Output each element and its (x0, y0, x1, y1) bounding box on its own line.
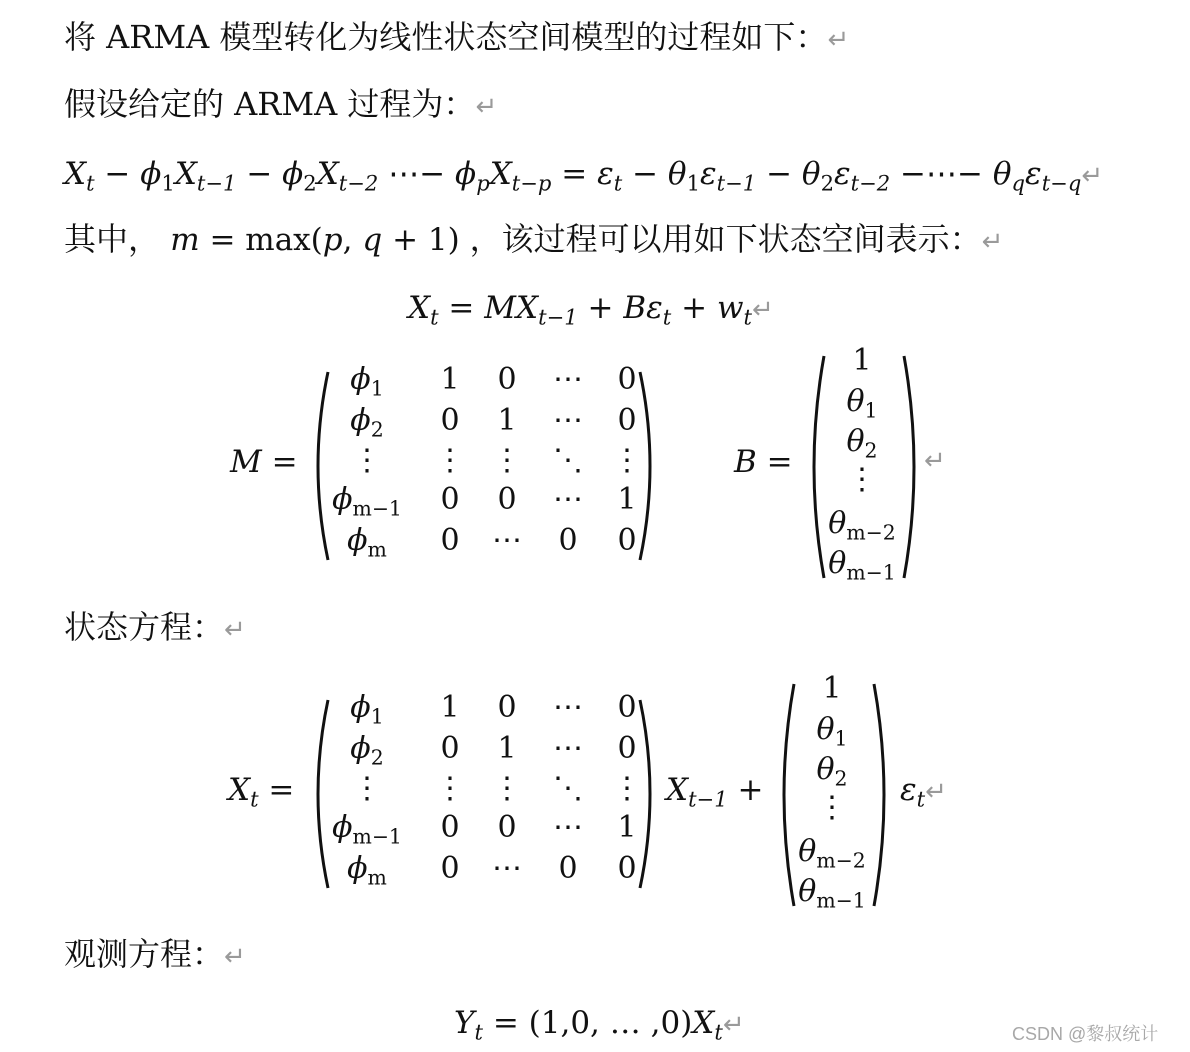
vector-cell: 1 (822, 671, 842, 706)
matrix-cell: ⋯ (553, 690, 583, 725)
state-eq-rhs: $\varepsilon_t↵$ (900, 772, 947, 812)
matrix-cell: 0 (440, 482, 460, 517)
heading-observation-equation (64, 934, 246, 977)
vector-cell: $\theta_{m-2}$ (798, 834, 866, 873)
state-eq-lhs: $X_t$ = (228, 772, 295, 812)
matrix-cell: 0 (617, 851, 637, 886)
matrix-cell: $\phi_m$ (347, 523, 387, 562)
vector-cell: ⋮ (817, 790, 847, 825)
matrix-cell: ⋱ (553, 771, 583, 806)
where-prefix: 其中， (64, 220, 161, 258)
return-mark: ↵ (475, 92, 498, 122)
return-mark: ↵ (981, 227, 1004, 257)
vector-cell: $\theta_{m-2}$ (828, 506, 896, 545)
obs-heading-text: 观测方程： (64, 935, 225, 973)
matrix-cell: $\phi_2$ (350, 403, 384, 442)
matrix-cell: $\phi_2$ (350, 731, 384, 770)
matrix-cell: 0 (617, 362, 637, 397)
equation-state-space: $X_t = MX_{t-1} + B\varepsilon_t$ + $w_t↵$ (408, 290, 774, 330)
matrix-cell: 0 (558, 523, 578, 558)
matrix-cell: $\phi_{m-1}$ (332, 482, 402, 521)
return-mark: ↵ (224, 942, 246, 972)
matrix-cell: 0 (440, 403, 460, 438)
matrix-cell: 0 (497, 362, 517, 397)
vector-cell: $\theta_{m-1}$ (798, 874, 866, 913)
matrix-cell: 0 (617, 731, 637, 766)
return-mark: ↵ (924, 446, 946, 476)
paragraph-where (64, 219, 1003, 262)
matrix-cell: 1 (440, 362, 460, 397)
matrix-cell: 1 (497, 731, 517, 766)
where-suffix: ，该过程可以用如下状态空间表示： (469, 220, 982, 258)
return-mark: ↵ (925, 777, 947, 807)
return-mark: ↵ (722, 1010, 745, 1040)
matrix-cell: 1 (440, 690, 460, 725)
matrix-cell: 0 (497, 810, 517, 845)
state-heading-text: 状态方程： (64, 608, 225, 646)
vector-cell: $\theta_1$ (846, 384, 878, 423)
matrix-cell: 1 (617, 810, 637, 845)
vector-cell: $\theta_2$ (846, 424, 878, 463)
return-mark: ↵ (224, 615, 246, 645)
matrix-cell: $\phi_1$ (350, 690, 384, 729)
intro-text: 将 ARMA 模型转化为线性状态空间模型的过程如下： (64, 18, 828, 56)
equation-observation: $Y_t = (1,0$, … $,0)X_t↵$ (454, 1005, 745, 1045)
return-mark: ↵ (1081, 161, 1104, 191)
matrix-cell: 0 (497, 482, 517, 517)
matrix-cell: 1 (617, 482, 637, 517)
matrix-cell: 0 (617, 523, 637, 558)
matrix-cell: ⋯ (492, 523, 522, 558)
matrix-cell: ⋯ (553, 403, 583, 438)
matrix-cell: 0 (440, 731, 460, 766)
matrix-cell: 0 (558, 851, 578, 886)
vector-cell: ⋮ (847, 462, 877, 497)
matrix-cell: ⋮ (492, 771, 522, 806)
matrix-cell: $\phi_1$ (350, 362, 384, 401)
vector-cell: $\theta_2$ (816, 752, 848, 791)
vector-cell: 1 (852, 343, 872, 378)
heading-state-equation (64, 607, 246, 650)
paragraph-arma-given (64, 84, 497, 127)
arma-given-text: 假设给定的 ARMA 过程为： (64, 85, 476, 123)
watermark: CSDN @黎叔统计 (1012, 1024, 1159, 1044)
matrix-cell: ⋯ (553, 810, 583, 845)
matrix-cell: 0 (617, 690, 637, 725)
matrix-cell: ⋮ (435, 771, 465, 806)
matrix-cell: ⋮ (352, 443, 382, 478)
matrix-cell: 0 (440, 810, 460, 845)
matrix-cell: ⋮ (492, 443, 522, 478)
matrix-cell: 0 (617, 403, 637, 438)
matrix-cell: 0 (440, 851, 460, 886)
vector-cell: $\theta_1$ (816, 712, 848, 751)
state-eq-middle: $X_{t-1}$ + (666, 772, 764, 812)
b-vector-label: B = (734, 444, 793, 480)
matrix-cell: ⋱ (553, 443, 583, 478)
m-matrix-label: M = (230, 444, 298, 480)
return-mark: ↵ (751, 295, 774, 325)
paragraph-intro (64, 17, 849, 60)
matrix-cell: ⋯ (492, 851, 522, 886)
right-paren-icon (870, 682, 896, 908)
matrix-cell: ⋮ (612, 443, 642, 478)
matrix-cell: ⋮ (352, 771, 382, 806)
matrix-cell: $\phi_{m-1}$ (332, 810, 402, 849)
matrix-cell: 0 (440, 523, 460, 558)
matrix-cell: ⋯ (553, 362, 583, 397)
right-paren-icon (900, 354, 926, 580)
matrix-cell: ⋮ (435, 443, 465, 478)
equation-arma-process: $X_t - \phi_1X_{t-1} - \phi_2X_{t-2}$ ⋯− $\phi_pX_{t-p} = \varepsilon_t - \theta_1\varepsilon_{t-1} - \theta_2\varepsilon_{t-2}$ −⋯− $\theta_q\varepsilon_{t-q}↵$ (64, 156, 1104, 196)
matrix-cell: 1 (497, 403, 517, 438)
vector-cell: $\theta_{m-1}$ (828, 546, 896, 585)
matrix-cell: 0 (497, 690, 517, 725)
matrix-cell: ⋮ (612, 771, 642, 806)
matrix-cell: $\phi_m$ (347, 851, 387, 890)
return-mark: ↵ (827, 25, 850, 55)
matrix-cell: ⋯ (553, 482, 583, 517)
m-definition: m = max(p, q + 1) (170, 222, 460, 258)
matrix-cell: ⋯ (553, 731, 583, 766)
